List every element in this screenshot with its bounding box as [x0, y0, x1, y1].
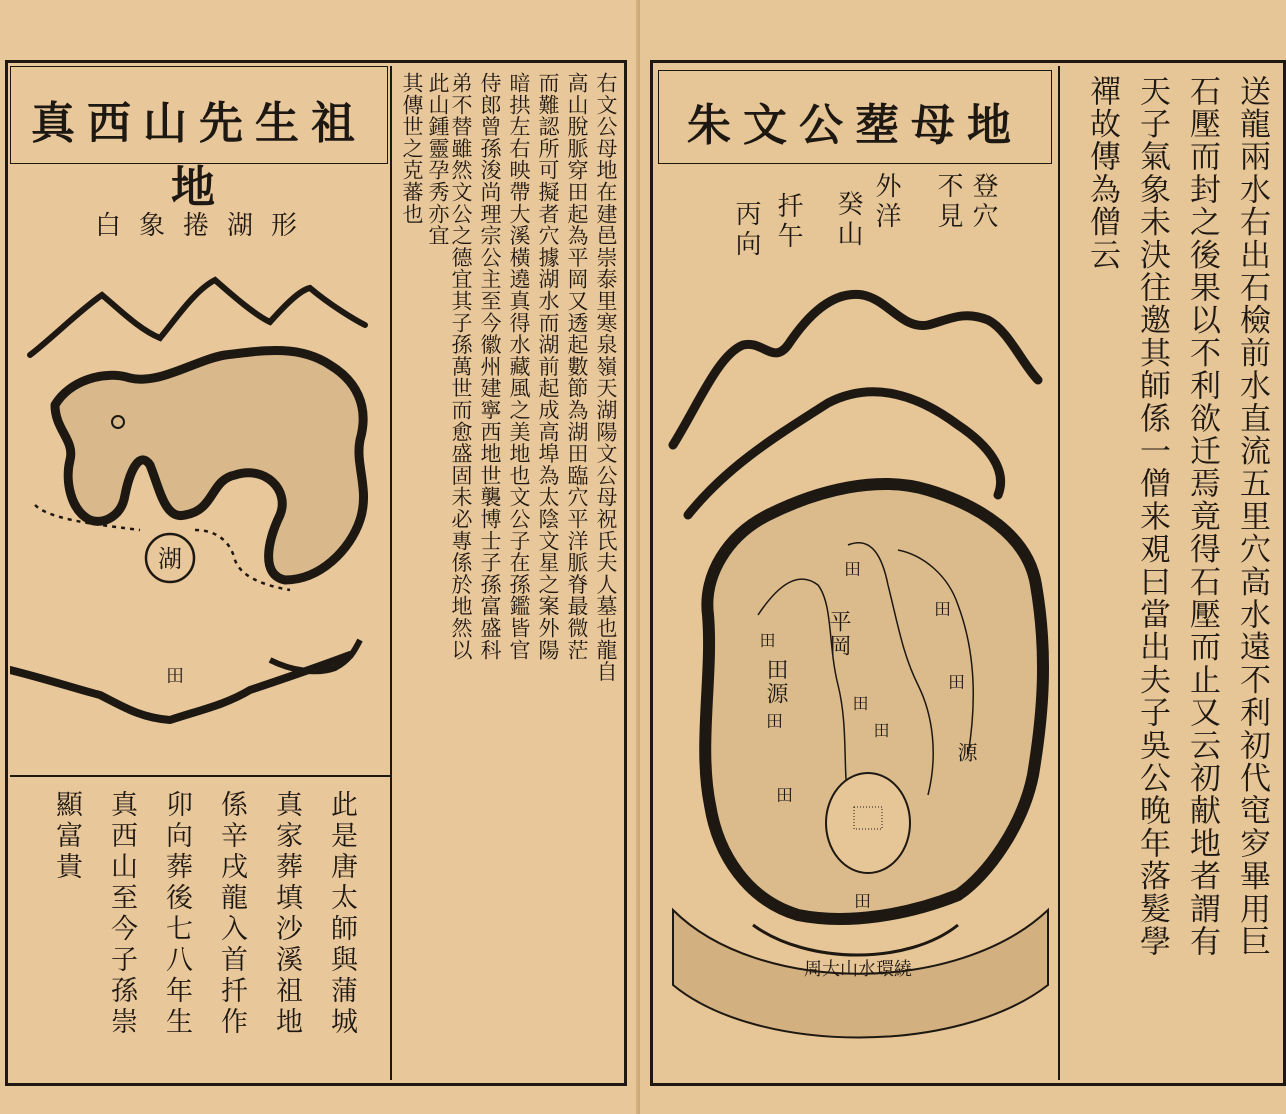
map-label: 源 [954, 742, 978, 762]
left-lower-label: 田 [166, 666, 184, 687]
text-column: 侍郎曾孫浚尚理宗公主至今徽州建寧西地世襲博士子孫富盛科 [478, 72, 502, 661]
map-band-text: 周大山水環繞 [804, 959, 912, 980]
text-column: 石壓而封之後果以不利欲迁焉竟得石壓而止又云初献地者謂有 [1184, 75, 1220, 958]
left-notes-divider [10, 775, 390, 777]
text-column: 右文公母地在建邑崇泰里寒泉嶺天湖陽文公母祝氏夫人墓也龍自 [594, 72, 618, 683]
map-label: 田 [930, 600, 950, 617]
text-column: 而難認所可擬者穴據湖水而湖前起成高埠為太陰文星之案外陽 [536, 72, 560, 661]
map-caption-col: 癸山 [833, 190, 863, 250]
left-title: 真西山先生祖地 [31, 98, 367, 213]
map-label: 平岡 [826, 610, 851, 658]
left-page [0, 0, 640, 1114]
left-title-box [10, 66, 388, 213]
left-column-divider [390, 66, 392, 1080]
left-map-caption: 白象捲湖形 [94, 211, 315, 241]
text-column: 送龍兩水右出石檢前水直流五里穴高水遠不利初代窀穸畢用巨 [1234, 75, 1270, 958]
map-label: 田 [850, 695, 869, 711]
left-note-col: 真家葬填沙溪祖地 [271, 790, 302, 1038]
text-column: 弟不替雖然文公之德宜其子孫萬世而愈盛固未必專係於地然以 [449, 72, 473, 661]
text-column: 禪故傳為僧云 [1084, 75, 1120, 272]
right-title-box [658, 70, 1052, 164]
left-note-col: 卯向葬後七八年生 [161, 790, 192, 1038]
map-label: 田 [850, 892, 870, 909]
right-column-divider [1058, 66, 1060, 1080]
map-label: 田 [840, 560, 860, 577]
text-column: 高山脫脈穿田起為平岡又透起數節為湖田臨穴平洋脈脊最微茫 [565, 72, 589, 661]
map-label: 田 [944, 673, 964, 690]
map-caption-col: 外洋 [871, 172, 901, 232]
left-lake-label: 湖 [158, 545, 182, 573]
text-column: 其傳世之克蕃也 [400, 72, 424, 225]
left-note-col: 顯富貴 [51, 790, 82, 883]
left-note-col: 此是唐太師與蒲城 [326, 790, 357, 1038]
right-page [640, 0, 1286, 1114]
map-label: 田 [762, 712, 782, 729]
map-label: 田源 [763, 658, 788, 706]
left-note-col: 真西山至今子孫崇 [106, 790, 137, 1038]
map-caption-col: 登穴 [968, 172, 998, 232]
map-caption-col: 不見 [933, 172, 963, 232]
map-caption-col: 扦午 [773, 192, 803, 252]
map-label: 田 [757, 632, 776, 648]
map-label: 田 [772, 786, 792, 803]
text-column: 此山鍾靈孕秀亦宜 [426, 72, 450, 247]
right-landscape-map [658, 285, 1058, 1055]
text-column: 天子氣象未決往邀其師係一僧来覌曰當出夫子吳公晚年落髮學 [1134, 75, 1170, 958]
text-column: 暗拱左右映帶大溪橫遶真得水藏風之美地也文公子在孫鑑皆官 [507, 72, 531, 661]
left-landscape-map [10, 250, 390, 750]
map-caption-col: 丙向 [731, 200, 761, 260]
map-label: 田 [871, 722, 890, 738]
right-title: 朱文公塟母地 [687, 100, 1023, 151]
left-note-col: 係辛戌龍入首扦作 [216, 790, 247, 1038]
